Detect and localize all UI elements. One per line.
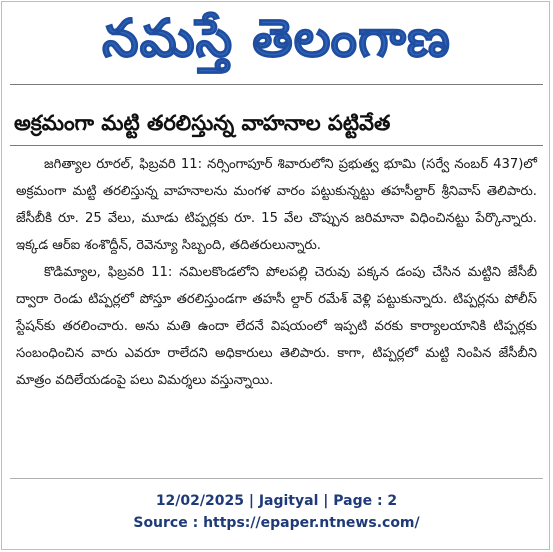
footer-date-edition: 12/02/2025 | Jagityal | Page : 2 — [155, 493, 398, 509]
divider-mid — [10, 145, 543, 146]
article-paragraph-1: జగిత్యాల రూరల్‌, ఫిబ్రవరి 11: నర్సింగాపూర్‌ శివారులోని ప్రభుత్వ భూమి (సర్వే నంబర్‌ 437)లో అక్రమంగా మట్టి తరలిస్తున్న వాహనాలను మంగళ వారం పట్టుకున్నట్టు తహసీల్దార్‌ శ్రీనివాస్‌ తెలిపారు. జేసీబీకి రూ. 25 వేలు, మూడు టిప్పర్లకు రూ. 15 వేల చొప్పున జరిమానా విధించినట్టు పేర్కొన్నారు. ఇక్కడ ఆర్‌ఐ శంశొద్దీన్‌, రెవెన్యూ సిబ్బంది, తదితరులున్నారు. — [16, 157, 537, 253]
article-paragraph-2: కొడిమ్యాల, ఫిబ్రవరి 11: నమిలకొండలోని పోలపల్లి చెరువు పక్కన డంపు చేసిన మట్టిని జేసీబీ ద్వారా రెండు టిప్పర్లలో పోస్తూ తరలిస్తుండగా తహసీ ల్దార్‌ రమేశ్‌ వెళ్లి పట్టుకున్నారు. టిప్పర్లను పోలీస్‌ స్టేషన్‌కు తరలించారు. అను మతి ఉందా లేదనే విషయంలో ఇప్పటి వరకు కార్యాలయానికి టిప్పర్లకు సంబంధించిన వారు ఎవరూ రాలేదని అధికారులు తెలిపారు. కాగా, టిప్పర్లలో మట్టి నింపిన జేసీబీని మాత్రం వదిలేయడంపై పలు విమర్శలు వస్తున్నాయి. — [16, 265, 537, 388]
article-body — [16, 151, 537, 394]
footer — [0, 490, 553, 534]
article-headline: అక్రమంగా మట్టి తరలిస్తున్న వాహనాల పట్టివేత — [14, 111, 391, 135]
masthead — [0, 4, 553, 74]
divider-bottom — [10, 478, 543, 479]
footer-source: Source : https://epaper.ntnews.com/ — [133, 515, 420, 531]
divider-top — [10, 84, 543, 85]
newspaper-title: నమస్తే తెలంగాణ — [102, 9, 451, 69]
